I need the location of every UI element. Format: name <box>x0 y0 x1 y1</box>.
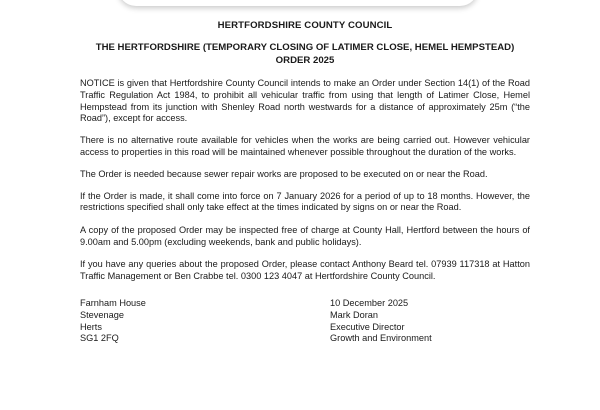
address-line: SG1 2FQ <box>80 333 119 344</box>
notice-document <box>80 20 530 358</box>
order-title: THE HERTFORDSHIRE (TEMPORARY CLOSING OF LATIMER CLOSE, HEMEL HEMPSTEAD) ORDER 2025 <box>95 42 515 66</box>
address-line: Herts <box>80 321 102 332</box>
alternative-route-paragraph: There is no alternative route available for vehicles when the works are being carried out. However vehicular access to properties in this road will be maintained whenever possible throughout the duration of the works. <box>80 135 530 157</box>
office-address <box>80 298 146 344</box>
reason-paragraph: The Order is needed because sewer repair works are proposed to be executed on or near the Road. <box>80 168 488 179</box>
council-heading: HERTFORDSHIRE COUNTY COUNCIL <box>217 20 393 31</box>
notice-date: 10 December 2025 <box>330 298 409 309</box>
signatory-name: Mark Doran <box>330 309 378 320</box>
address-line: Stevenage <box>80 309 124 320</box>
notice-paragraph: NOTICE is given that Hertfordshire County Council intends to make an Order under Section 14(1) of the Road Traffic Regulation Act 1984, to prohibit all vehicular traffic from using that length of Latimer Close, Hemel Hempstead from its junction with Shenley Road north westwards for a distance of approximately 25m (“the Road”), except for access. <box>80 78 530 124</box>
commencement-paragraph: If the Order is made, it shall come into force on 7 January 2026 for a period of up to 18 months. However, the restrictions specified shall only take effect at the times indicated by signs on or near the Road. <box>80 190 530 213</box>
signature-block <box>80 298 530 358</box>
queries-paragraph: If you have any queries about the proposed Order, please contact Anthony Beard tel. 07939 117318 at Hatton Traffic Management or Ben Crabbe tel. 0300 123 4047 at Hertfordshire County Council. <box>80 258 530 281</box>
signatory-role: Executive Director <box>330 321 405 332</box>
signatory <box>330 298 432 344</box>
address-line: Farnham House <box>80 298 146 309</box>
page-edge-shadow <box>118 0 478 6</box>
inspection-paragraph: A copy of the proposed Order may be inspected free of charge at County Hall, Hertford between the hours of 9.00am and 5.00pm (excluding weekends, bank and public holidays). <box>80 225 530 247</box>
signatory-department: Growth and Environment <box>330 333 432 344</box>
